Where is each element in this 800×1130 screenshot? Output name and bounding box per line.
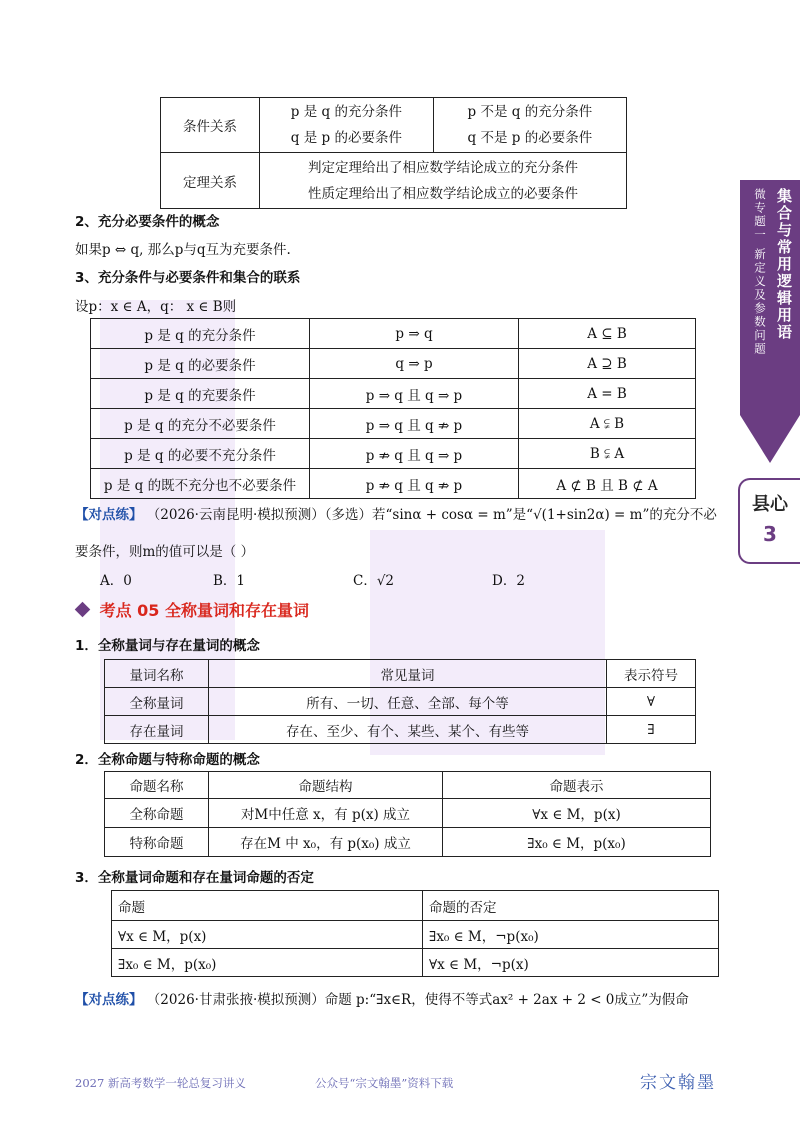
- table-cell: ∃x₀ ∈ M，¬p(x₀): [423, 921, 719, 949]
- table-cell: 表示符号: [607, 660, 696, 688]
- table-cell: 对M中任意 x，有 p(x) 成立: [209, 799, 443, 828]
- table-cell: 命题表示: [443, 772, 711, 799]
- footer-logo: 宗文翰墨: [640, 1073, 716, 1093]
- practice-text-2: 要条件，则m的值可以是（ ）: [75, 544, 255, 560]
- row-label: 条件关系: [161, 98, 260, 153]
- table-cell: 常见量词: [209, 660, 607, 688]
- cell-not-sufficient: p 不是 q 的充分条件 q 不是 p 的必要条件: [433, 98, 626, 153]
- table-cell: ∀x ∈ M，p(x): [112, 921, 423, 949]
- table-cell: A ⫋ B: [519, 409, 696, 439]
- section-heading: 3、充分条件与必要条件和集合的联系: [75, 270, 301, 286]
- table-cell: p ⇒ q 且 q ⇒ p: [310, 379, 519, 409]
- table-cell: A ⊄ B 且 B ⊄ A: [519, 469, 696, 499]
- table-cell: A = B: [519, 379, 696, 409]
- table-cell: A ⊆ B: [519, 319, 696, 349]
- table-cell: p ⇒ q: [310, 319, 519, 349]
- table-cell: 存在量词: [105, 716, 209, 744]
- table-cell: p 是 q 的充分条件: [91, 319, 310, 349]
- table-cell: 命题的否定: [423, 891, 719, 921]
- table-cell: p 是 q 的既不充分也不必要条件: [91, 469, 310, 499]
- table-cell: p 是 q 的必要条件: [91, 349, 310, 379]
- kaodian-heading: 考点 05 全称量词和存在量词: [75, 598, 309, 621]
- table-cell: 存在、至少、有个、某些、某个、有些等: [209, 716, 607, 744]
- page-number-tab: [738, 478, 800, 564]
- quantifier-table: [104, 659, 696, 744]
- practice-tag: 【对点练】: [75, 507, 143, 523]
- proposition-table: [104, 771, 711, 857]
- table-cell: q ⇒ p: [310, 349, 519, 379]
- table-cell: A ⊇ B: [519, 349, 696, 379]
- practice-item: [75, 988, 689, 1008]
- sidebar-title: 集合与常用逻辑用语: [775, 188, 793, 341]
- section-heading: 2．全称命题与特称命题的概念: [75, 752, 260, 768]
- table-cell: 全称命题: [105, 799, 209, 828]
- cell-theorem: 判定定理给出了相应数学结论成立的充分条件 性质定理给出了相应数学结论成立的必要条件: [260, 153, 627, 209]
- footer-center: 公众号“宗文翰墨”资料下载: [315, 1076, 454, 1090]
- option-a: A．0: [100, 573, 132, 589]
- table-cell: p 是 q 的必要不充分条件: [91, 439, 310, 469]
- table-cell: ∃x₀ ∈ M，p(x₀): [443, 828, 711, 857]
- table-cell: p ⇒ q 且 q ⇏ p: [310, 409, 519, 439]
- practice-tag: 【对点练】: [75, 992, 143, 1008]
- table-cell: B ⫋ A: [519, 439, 696, 469]
- option-c: C．√2: [353, 573, 395, 589]
- page-number: 3: [763, 522, 777, 546]
- cell-sufficient: p 是 q 的充分条件 q 是 p 的必要条件: [260, 98, 434, 153]
- set-relation-table: [90, 318, 696, 499]
- table-cell: 存在M 中 x₀，有 p(x₀) 成立: [209, 828, 443, 857]
- section-heading: 2、充分必要条件的概念: [75, 214, 220, 230]
- section-heading: 1．全称量词与存在量词的概念: [75, 638, 260, 654]
- table-cell: 全称量词: [105, 688, 209, 716]
- practice-text: （2026·甘肃张掖·模拟预测）命题 p:“∃x∈R，使得不等式ax² + 2ax + 2 < 0成立”为假命: [146, 992, 689, 1008]
- table-cell: p 是 q 的充分不必要条件: [91, 409, 310, 439]
- diamond-icon: [75, 602, 91, 618]
- option-d: D．2: [492, 573, 525, 589]
- practice-item: [75, 503, 717, 523]
- table-cell: p ⇏ q 且 q ⇒ p: [310, 439, 519, 469]
- condition-relation-table: [160, 97, 627, 209]
- footer-left: 2027 新高考数学一轮总复习讲义: [75, 1076, 246, 1090]
- table-cell: p ⇏ q 且 q ⇏ p: [310, 469, 519, 499]
- table-cell: 命题名称: [105, 772, 209, 799]
- practice-text: （2026·云南昆明·模拟预测）（多选）若“sinα + cosα = m”是“√(1+sin2α) = m”的充分不必: [146, 507, 717, 523]
- table-cell: 命题: [112, 891, 423, 921]
- page-tab-glyph: 县心: [752, 494, 788, 515]
- sidebar-tip: [740, 415, 800, 463]
- table-cell: ∀x ∈ M，p(x): [443, 799, 711, 828]
- table-cell: 命题结构: [209, 772, 443, 799]
- paragraph: 如果p ⇔ q, 那么p与q互为充要条件.: [75, 242, 291, 258]
- table-cell: ∀x ∈ M，¬p(x): [423, 949, 719, 977]
- table-cell: ∃: [607, 716, 696, 744]
- table-cell: 特称命题: [105, 828, 209, 857]
- table-cell: 量词名称: [105, 660, 209, 688]
- negation-table: [111, 890, 719, 977]
- table-cell: 所有、一切、任意、全部、每个等: [209, 688, 607, 716]
- option-b: B．1: [213, 573, 246, 589]
- paragraph: 设p：x ∈ A，q： x ∈ B则: [75, 299, 237, 315]
- table-cell: ∀: [607, 688, 696, 716]
- table-cell: ∃x₀ ∈ M，p(x₀): [112, 949, 423, 977]
- row-label: 定理关系: [161, 153, 260, 209]
- section-heading: 3．全称量词命题和存在量词命题的否定: [75, 870, 314, 886]
- sidebar-subtitle: 微专题一 新定义及参数问题: [753, 188, 767, 356]
- table-cell: p 是 q 的充要条件: [91, 379, 310, 409]
- chapter-sidebar: [740, 180, 800, 415]
